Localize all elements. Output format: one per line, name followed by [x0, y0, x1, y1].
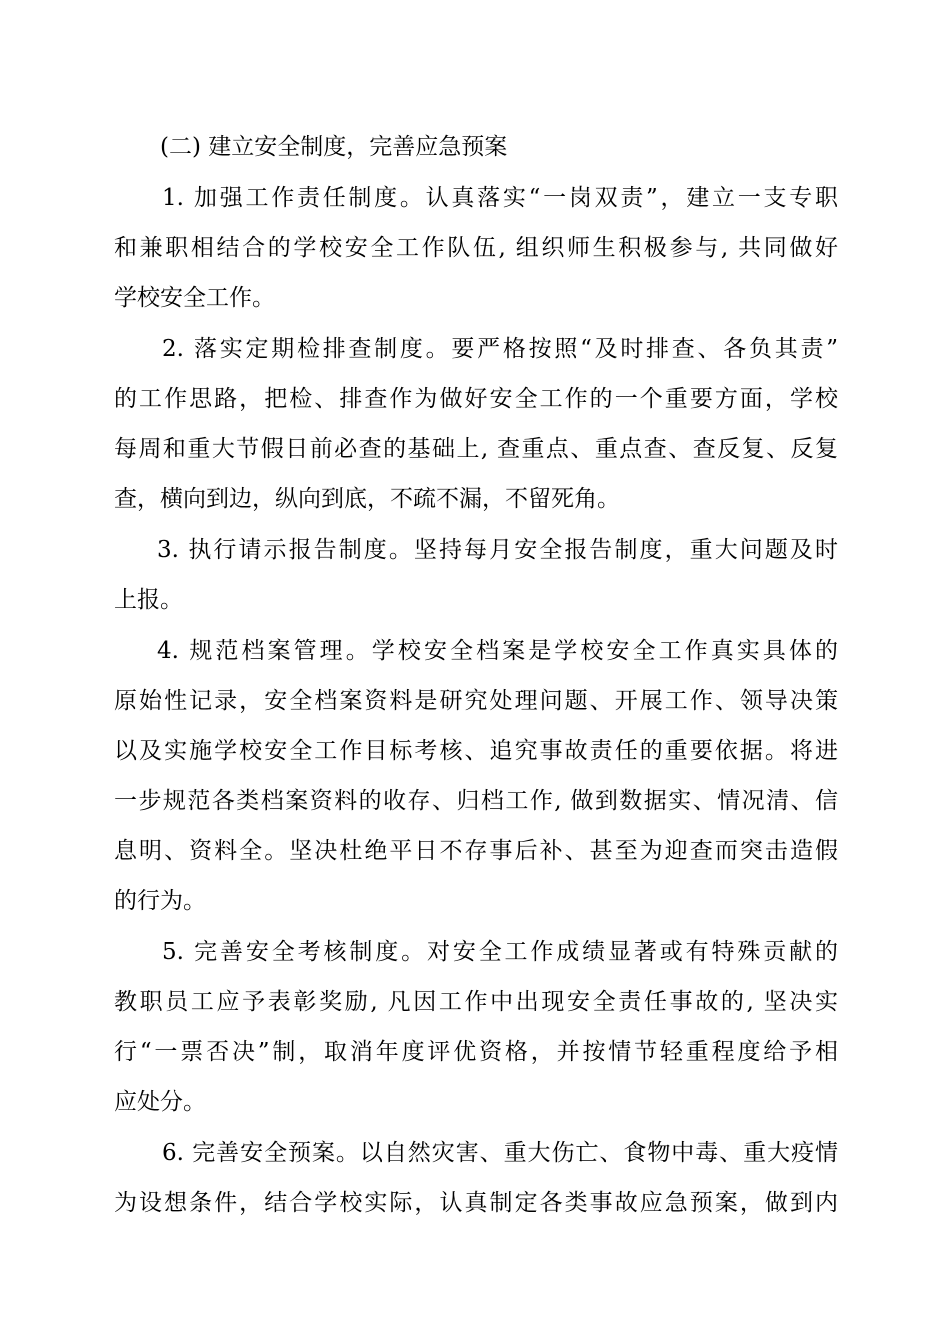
paragraph-4-line-6: 的行为。 [114, 888, 206, 914]
paragraph-1-line-1: 1. 加强工作责任制度。认真落实“一岗双责”，建立一支专职 [162, 185, 838, 211]
paragraph-5-line-4: 应处分。 [114, 1089, 206, 1115]
paragraph-1-line-3: 学校安全工作。 [114, 285, 275, 311]
paragraph-6-line-2: 为设想条件，结合学校实际，认真制定各类事故应急预案，做到内 [114, 1190, 838, 1216]
paragraph-4-line-5: 息明、资料全。坚决杜绝平日不存事后补、甚至为迎查而突击造假 [114, 838, 838, 864]
section-heading: (二) 建立安全制度，完善应急预案 [160, 134, 508, 160]
paragraph-2-line-4: 查，横向到边，纵向到底，不疏不漏，不留死角。 [114, 486, 620, 512]
paragraph-4-line-1: 4. 规范档案管理。学校安全档案是学校安全工作真实具体的 [157, 638, 838, 664]
paragraph-5-line-3: 行“一票否决”制，取消年度评优资格，并按情节轻重程度给予相 [114, 1039, 838, 1065]
paragraph-6-line-1: 6. 完善安全预案。以自然灾害、重大伤亡、食物中毒、重大疫情 [162, 1140, 838, 1166]
paragraph-2-line-3: 每周和重大节假日前必查的基础上, 查重点、重点查、查反复、反复 [114, 436, 838, 462]
paragraph-4-line-3: 以及实施学校安全工作目标考核、追究事故责任的重要依据。将进 [114, 738, 838, 764]
paragraph-2-line-2: 的工作思路，把检、排查作为做好安全工作的一个重要方面，学校 [114, 386, 838, 412]
paragraph-3-line-2: 上报。 [114, 587, 183, 613]
paragraph-1-line-2: 和兼职相结合的学校安全工作队伍, 组织师生积极参与, 共同做好 [114, 235, 838, 261]
paragraph-5-line-2: 教职员工应予表彰奖励, 凡因工作中出现安全责任事故的, 坚决实 [114, 989, 838, 1015]
paragraph-5-line-1: 5. 完善安全考核制度。对安全工作成绩显著或有特殊贡献的 [162, 939, 838, 965]
paragraph-4-line-2: 原始性记录，安全档案资料是研究处理问题、开展工作、领导决策 [114, 688, 838, 714]
paragraph-4-line-4: 一步规范各类档案资料的收存、归档工作, 做到数据实、情况清、信 [114, 788, 838, 814]
paragraph-3-line-1: 3. 执行请示报告制度。坚持每月安全报告制度，重大问题及时 [157, 537, 838, 563]
paragraph-2-line-1: 2. 落实定期检排查制度。要严格按照“及时排查、各负其责” [162, 336, 838, 362]
